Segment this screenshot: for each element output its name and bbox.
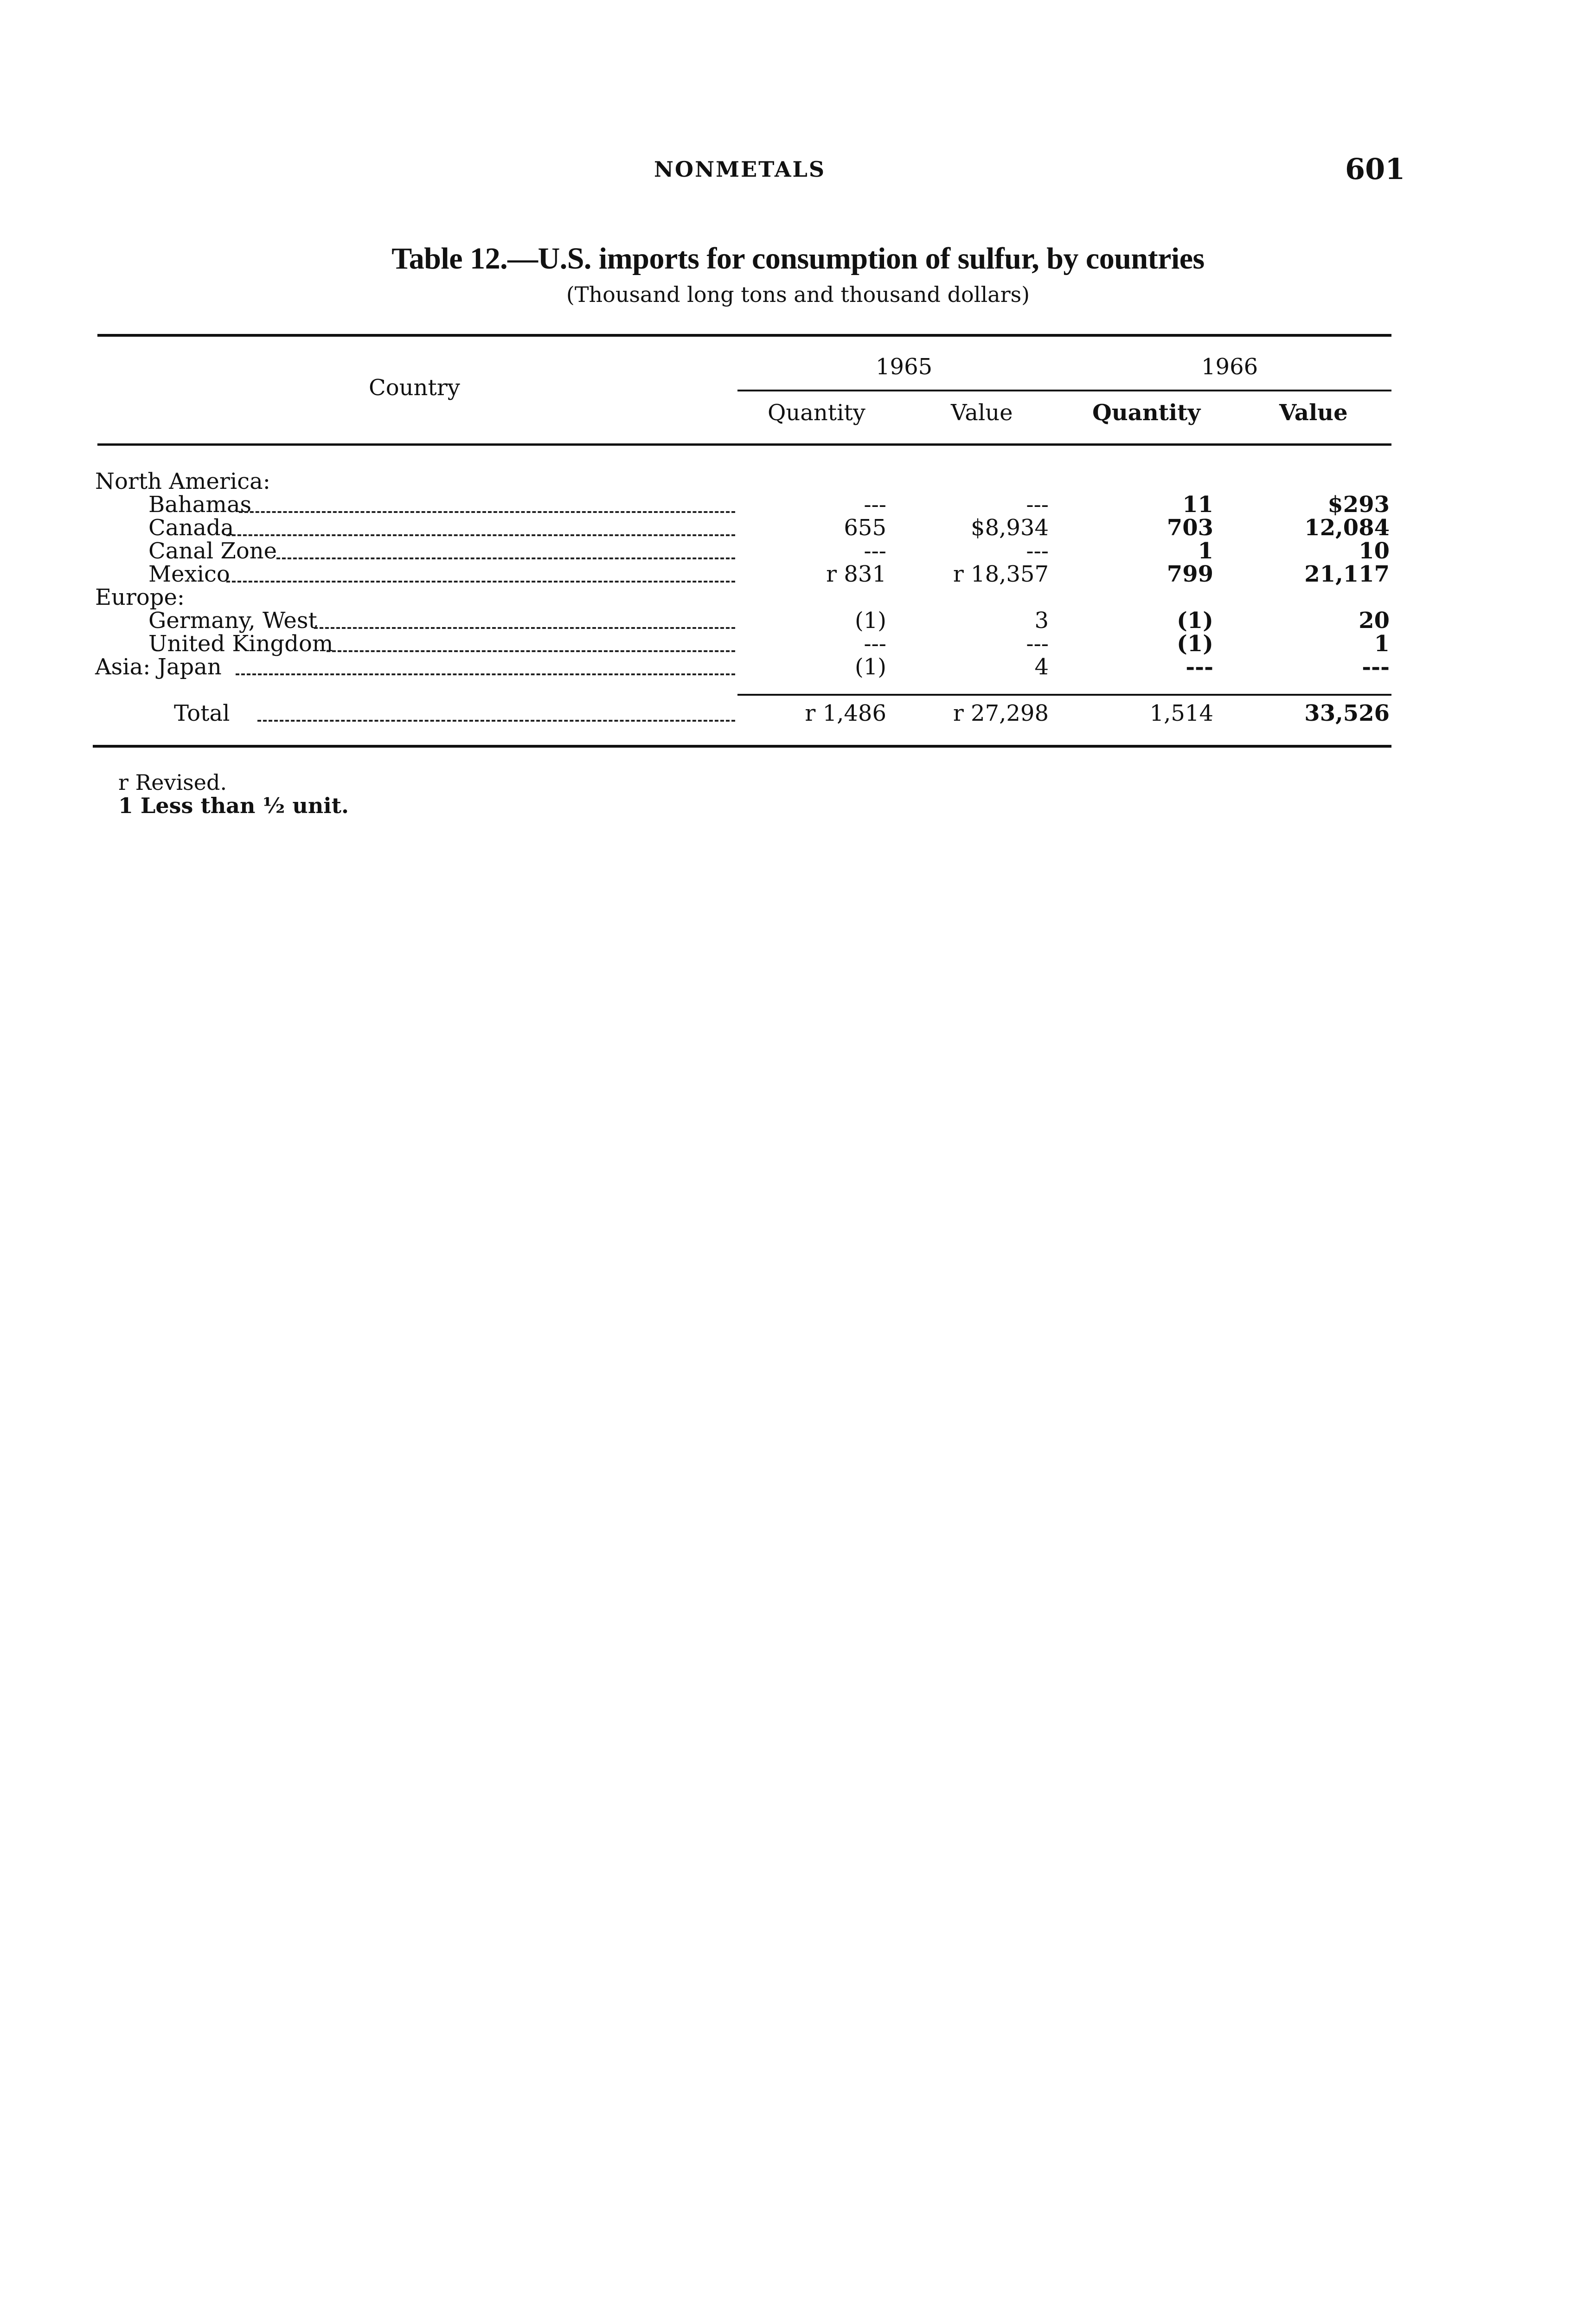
cell-value-1965: r 18,357 [953, 561, 1049, 587]
cell-quantity-1965: (1) [855, 654, 886, 680]
cell-value-1965: 3 [1034, 608, 1049, 634]
row-label: Canada [148, 515, 234, 541]
total-value-1966: 33,526 [1304, 700, 1390, 726]
cell-quantity-1965: --- [864, 538, 886, 564]
row-label: Canal Zone [148, 538, 277, 564]
table-row [0, 584, 1596, 609]
table-title: Table 12.—U.S. imports for consumption of sulfur, by countries [391, 242, 1205, 275]
row-label: United Kingdom [148, 631, 333, 657]
leader-dots [276, 557, 735, 559]
footnote-revised: r Revised. [118, 770, 227, 795]
leader-dots [239, 511, 735, 513]
total-quantity-1966: 1,514 [1149, 700, 1213, 726]
table-bottom-rule [93, 745, 1391, 748]
header-quantity-1965: Quantity [768, 400, 865, 426]
header-value-1965: Value [951, 400, 1013, 426]
cell-quantity-1966: --- [1186, 654, 1213, 680]
cell-quantity-1965: r 831 [826, 561, 886, 587]
cell-quantity-1966: 11 [1182, 492, 1213, 518]
total-quantity-1965: r 1,486 [805, 700, 886, 726]
table-row [0, 492, 1596, 516]
cell-quantity-1966: (1) [1177, 631, 1213, 657]
row-label: Bahamas [148, 492, 252, 518]
leader-dots [226, 581, 735, 583]
cell-value-1966: 20 [1359, 608, 1390, 634]
table-subtitle: (Thousand long tons and thousand dollars) [566, 282, 1030, 307]
table-row [0, 515, 1596, 539]
cell-value-1966: 21,117 [1304, 561, 1390, 587]
table-row [0, 631, 1596, 655]
table-row [0, 608, 1596, 632]
cell-quantity-1966: 1 [1198, 538, 1213, 564]
table-top-rule [97, 334, 1391, 337]
row-label: Europe: [95, 584, 185, 610]
running-head: NONMETALS [654, 157, 826, 182]
row-label: North America: [95, 468, 270, 494]
page-number: 601 [1345, 152, 1405, 186]
table-row [0, 538, 1596, 562]
year-divider-rule [737, 390, 1391, 391]
header-year-1966: 1966 [1201, 354, 1258, 380]
cell-value-1965: --- [1026, 631, 1049, 657]
leader-dots [236, 673, 735, 675]
header-value-1966: Value [1279, 400, 1348, 426]
leader-dots [327, 650, 735, 652]
header-quantity-1966: Quantity [1092, 400, 1201, 426]
row-label: Asia: Japan [95, 654, 222, 680]
cell-value-1965: 4 [1034, 654, 1049, 680]
cell-quantity-1966: (1) [1177, 608, 1213, 634]
cell-quantity-1965: --- [864, 631, 886, 657]
header-bottom-rule [97, 443, 1391, 446]
header-country: Country [369, 375, 460, 401]
cell-value-1966: 10 [1359, 538, 1390, 564]
table-row [0, 561, 1596, 585]
row-label: Germany, West [148, 608, 317, 634]
cell-quantity-1965: --- [864, 492, 886, 518]
leader-dots [257, 720, 735, 722]
table-row [0, 468, 1596, 493]
footnote-less-than: 1 Less than ½ unit. [118, 793, 349, 818]
total-value-1965: r 27,298 [953, 700, 1049, 726]
cell-quantity-1966: 703 [1167, 515, 1213, 541]
cell-quantity-1965: (1) [855, 608, 886, 634]
cell-value-1966: 12,084 [1304, 515, 1390, 541]
row-label: Mexico [148, 561, 230, 587]
cell-value-1965: --- [1026, 538, 1049, 564]
cell-value-1966: --- [1362, 654, 1390, 680]
header-year-1965: 1965 [876, 354, 933, 380]
cell-value-1966: $293 [1327, 492, 1390, 518]
total-label: Total [174, 700, 230, 726]
cell-quantity-1965: 655 [844, 515, 886, 541]
cell-value-1965: --- [1026, 492, 1049, 518]
cell-value-1966: 1 [1374, 631, 1390, 657]
leader-dots [314, 627, 735, 629]
cell-value-1965: $8,934 [971, 515, 1049, 541]
table-row [0, 654, 1596, 678]
total-divider-rule [737, 694, 1391, 696]
leader-dots [226, 534, 735, 536]
cell-quantity-1966: 799 [1167, 561, 1213, 587]
table-row-total [0, 700, 1596, 724]
